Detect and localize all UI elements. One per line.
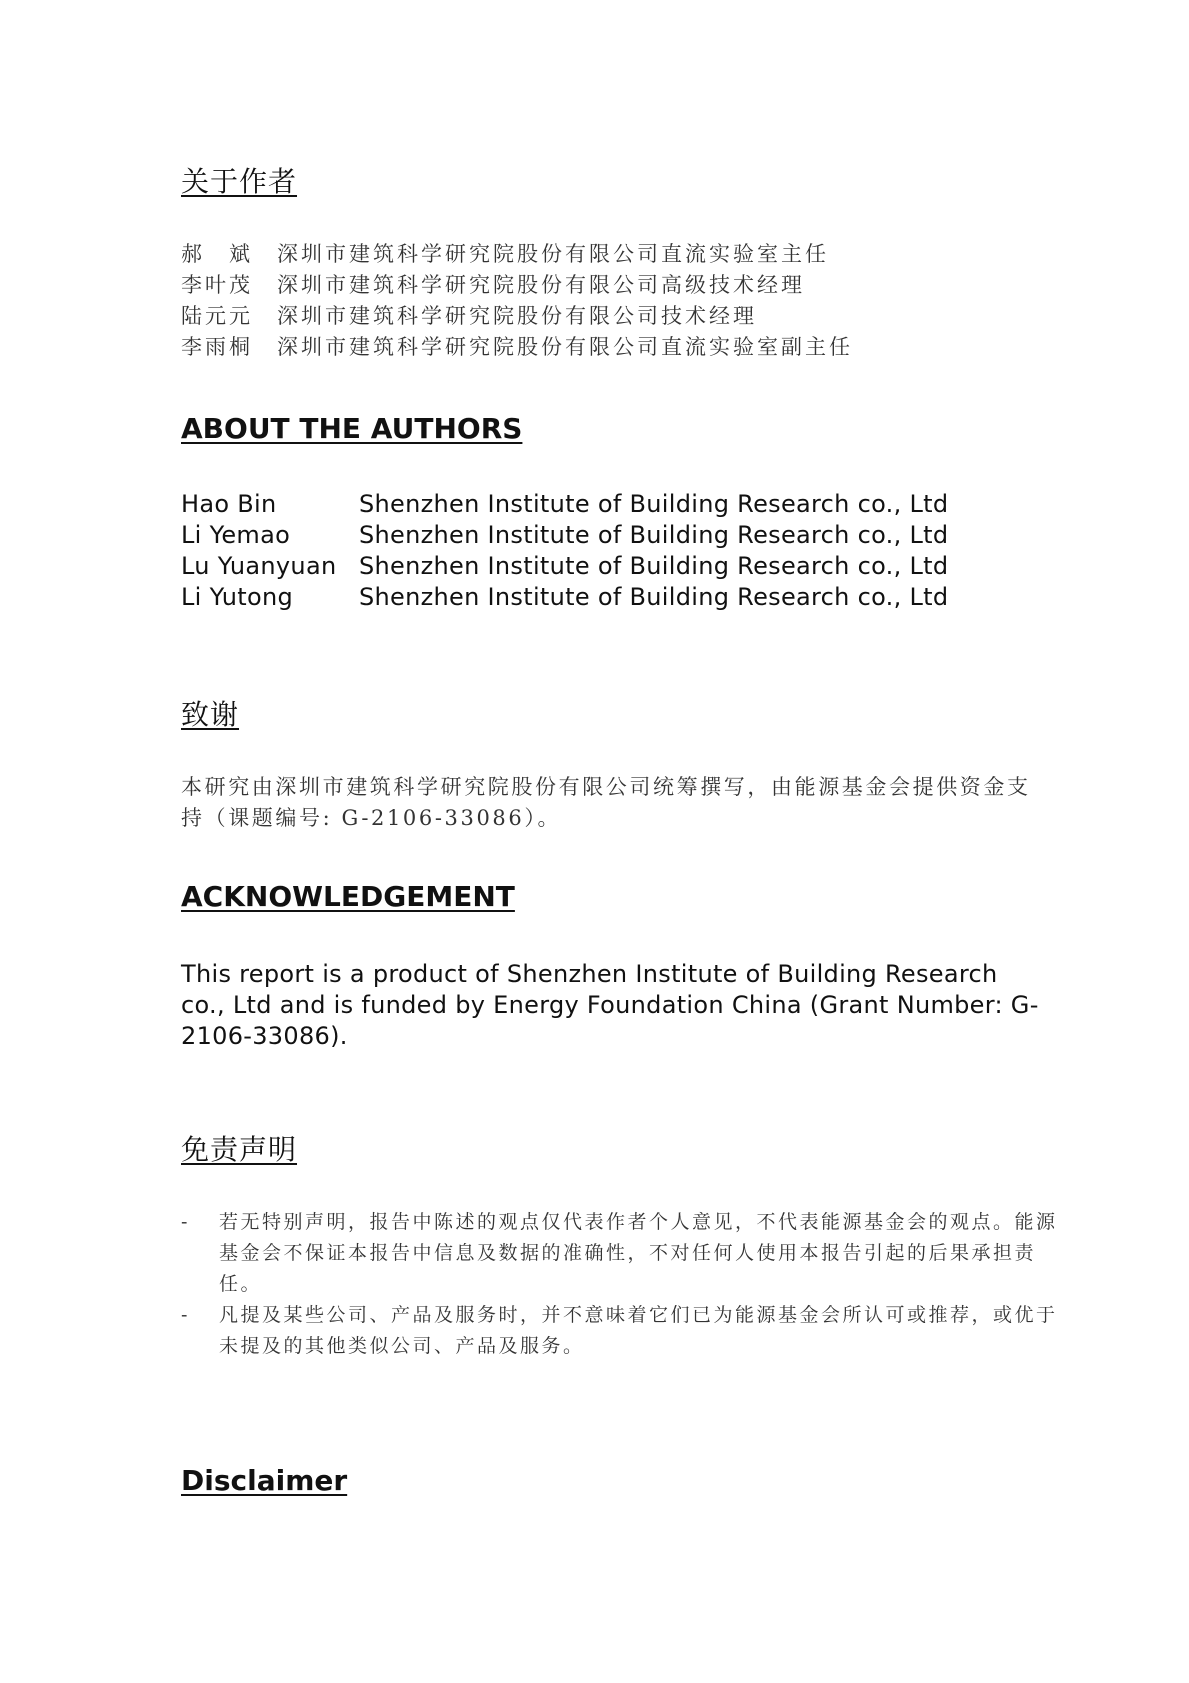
author-affiliation: 深圳市建筑科学研究院股份有限公司高级技术经理 <box>277 273 805 297</box>
list-item <box>181 1300 1061 1362</box>
disclaimer-en-heading: Disclaimer <box>181 1464 348 1497</box>
author-name: 李雨桐 <box>181 335 253 359</box>
author-name: Li Yemao <box>181 521 291 549</box>
author-row-zh <box>181 238 829 268</box>
author-name: Lu Yuanyuan <box>181 552 337 580</box>
bullet-dash: - <box>181 1304 190 1326</box>
author-affiliation: Shenzhen Institute of Building Research co., Ltd <box>359 583 949 611</box>
author-affiliation: Shenzhen Institute of Building Research co., Ltd <box>359 552 949 580</box>
author-name: Hao Bin <box>181 490 277 518</box>
bullet-dash: - <box>181 1211 190 1233</box>
list-item-text: 凡提及某些公司、产品及服务时，并不意味着它们已为能源基金会所认可或推荐，或优于未提及的其他类似公司、产品及服务。 <box>219 1304 1058 1357</box>
author-affiliation: Shenzhen Institute of Building Research co., Ltd <box>359 521 949 549</box>
acknowledgement-en-text: This report is a product of Shenzhen Institute of Building Research co., Ltd and is funded by Energy Foundation China (Grant Number: G-2106-33086). <box>181 960 1039 1050</box>
about-authors-en-heading: ABOUT THE AUTHORS <box>181 412 523 445</box>
author-affiliation: 深圳市建筑科学研究院股份有限公司直流实验室主任 <box>277 242 829 266</box>
author-row-zh <box>181 300 757 330</box>
author-row-en <box>181 552 948 580</box>
list-item <box>181 1207 1061 1300</box>
author-name: 郝 斌 <box>181 242 253 266</box>
author-name: 李叶茂 <box>181 273 253 297</box>
author-name: Li Yutong <box>181 583 294 611</box>
author-affiliation: Shenzhen Institute of Building Research co., Ltd <box>359 490 949 518</box>
acknowledgement-en-heading: ACKNOWLEDGEMENT <box>181 880 515 913</box>
acknowledgement-zh-text: 本研究由深圳市建筑科学研究院股份有限公司统筹撰写，由能源基金会提供资金支持（课题编号: G-2106-33086）。 <box>181 775 1031 830</box>
list-item-text: 若无特别声明，报告中陈述的观点仅代表作者个人意见，不代表能源基金会的观点。能源基金会不保证本报告中信息及数据的准确性，不对任何人使用本报告引起的后果承担责任。 <box>219 1211 1058 1295</box>
acknowledgement-zh-heading: 致谢 <box>181 698 240 731</box>
author-row-en <box>181 521 948 549</box>
author-name: 陆元元 <box>181 304 253 328</box>
disclaimer-zh-heading: 免责声明 <box>181 1133 298 1166</box>
about-authors-zh-heading: 关于作者 <box>181 165 298 198</box>
disclaimer-zh-list <box>181 1207 1061 1362</box>
author-row-en <box>181 490 948 518</box>
author-row-zh <box>181 269 805 299</box>
author-row-zh <box>181 331 853 361</box>
author-affiliation: 深圳市建筑科学研究院股份有限公司技术经理 <box>277 304 757 328</box>
author-affiliation: 深圳市建筑科学研究院股份有限公司直流实验室副主任 <box>277 335 853 359</box>
author-row-en <box>181 583 948 611</box>
